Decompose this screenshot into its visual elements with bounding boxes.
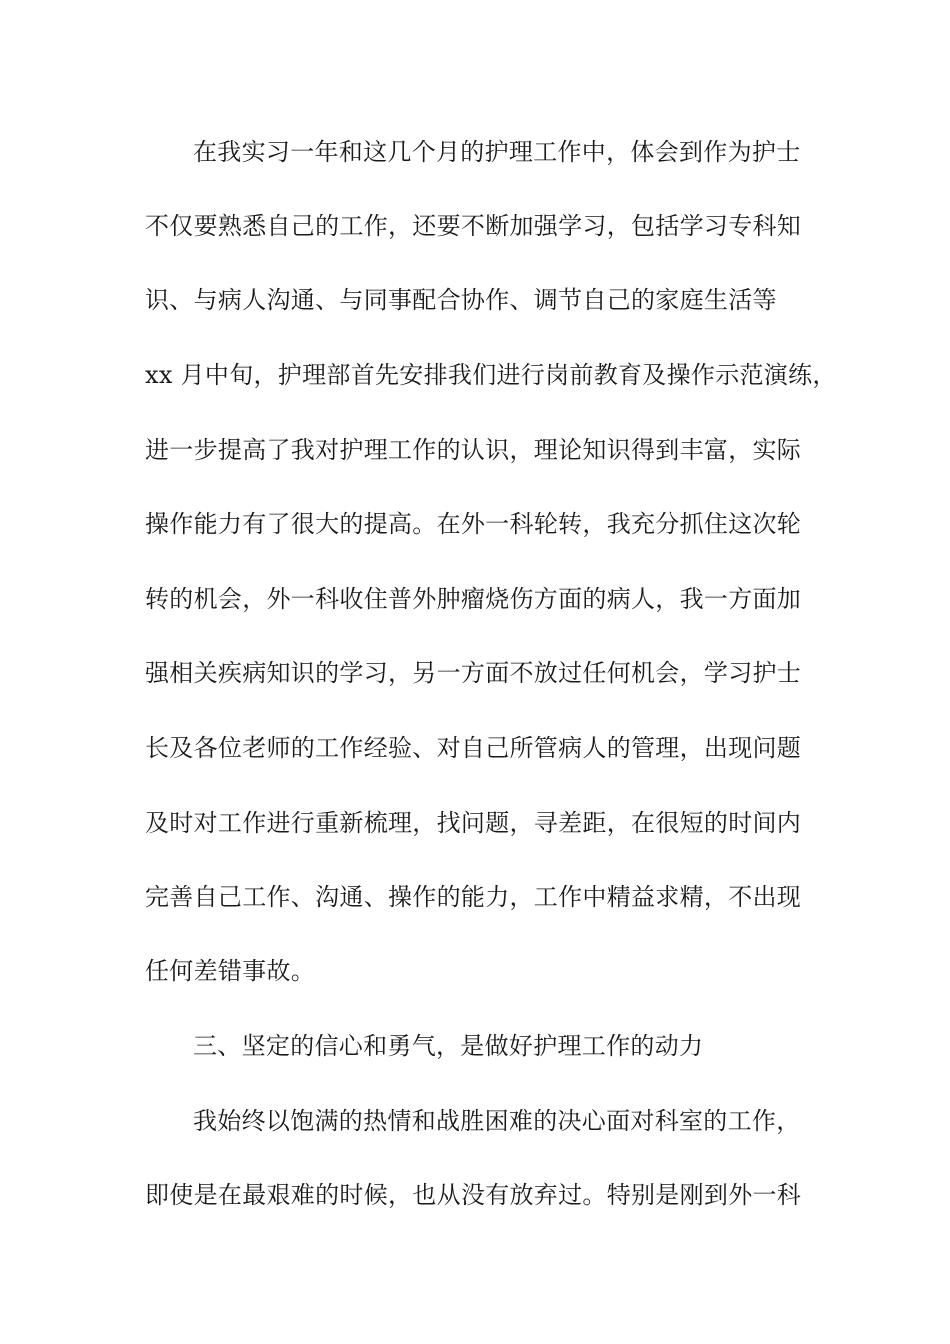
paragraph-line: xx 月中旬，护理部首先安排我们进行岗前教育及操作示范演练， [145,361,837,389]
paragraph-line: 任何差错事故。 [145,957,316,985]
paragraph-line: 即使是在最艰难的时候，也从没有放弃过。特别是刚到外一科 [145,1181,802,1209]
paragraph-line: 进一步提高了我对护理工作的认识，理论知识得到丰富，实际 [145,436,802,464]
paragraph-line: 操作能力有了很大的提高。在外一科轮转，我充分抓住这次轮 [145,510,802,538]
paragraph-line: 不仅要熟悉自己的工作，还要不断加强学习，包括学习专科知 [145,212,802,240]
paragraph-line: 强相关疾病知识的学习，另一方面不放过任何机会，学习护士 [145,659,802,687]
paragraph-line: 我始终以饱满的热情和战胜困难的决心面对科室的工作， [193,1107,801,1135]
paragraph-line: 在我实习一年和这几个月的护理工作中，体会到作为护士 [193,138,801,166]
paragraph-line: 转的机会，外一科收住普外肿瘤烧伤方面的病人，我一方面加 [145,585,802,613]
section-heading: 三、坚定的信心和勇气，是做好护理工作的动力 [193,1032,704,1060]
paragraph-line: 长及各位老师的工作经验、对自己所管病人的管理，出现问题 [145,734,802,762]
paragraph-line: 及时对工作进行重新梳理，找问题，寻差距，在很短的时间内 [145,809,802,837]
paragraph-line: 完善自己工作、沟通、操作的能力，工作中精益求精，不出现 [145,883,802,911]
paragraph-line: 识、与病人沟通、与同事配合协作、调节自己的家庭生活等 [145,286,777,314]
